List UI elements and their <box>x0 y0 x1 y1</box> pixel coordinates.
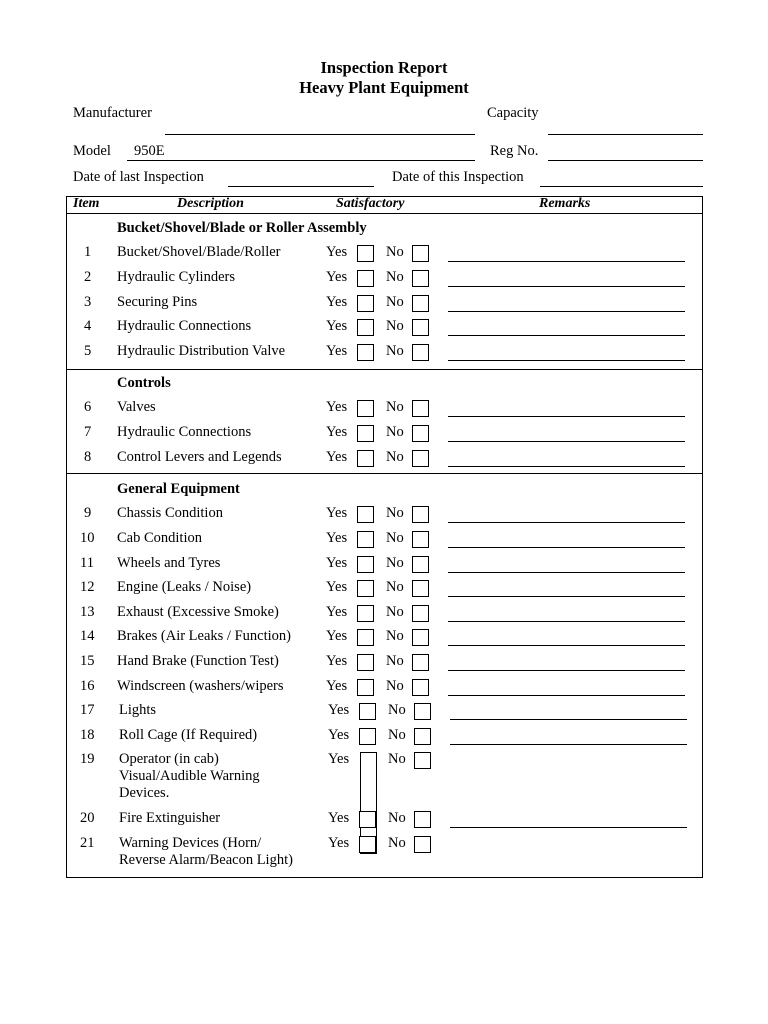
remarks-field[interactable] <box>448 335 685 336</box>
item-number: 13 <box>80 604 95 620</box>
item-description: Lights <box>119 702 157 718</box>
item-number: 18 <box>80 727 95 743</box>
yes-label: Yes <box>326 653 348 669</box>
yes-label: Yes <box>326 343 348 359</box>
item-description: Valves <box>117 399 156 415</box>
remarks-field[interactable] <box>450 719 687 720</box>
yes-checkbox[interactable] <box>357 556 374 573</box>
yes-checkbox[interactable] <box>357 450 374 467</box>
item-number: 7 <box>84 424 92 440</box>
item-description: Reverse Alarm/Beacon Light) <box>119 852 293 868</box>
remarks-field[interactable] <box>448 441 685 442</box>
item-description: Fire Extinguisher <box>119 810 221 826</box>
no-label: No <box>386 555 404 571</box>
yes-label: Yes <box>326 424 348 440</box>
yes-checkbox[interactable] <box>357 270 374 287</box>
item-number: 9 <box>84 505 92 521</box>
yes-checkbox[interactable] <box>357 425 374 442</box>
item-number: 6 <box>84 399 92 415</box>
yes-label: Yes <box>326 505 348 521</box>
remarks-field[interactable] <box>448 466 685 467</box>
model-label: Model <box>73 143 111 159</box>
col-header-description: Description <box>177 196 244 211</box>
model-value: 950E <box>134 143 165 159</box>
item-number: 10 <box>80 530 95 546</box>
no-label: No <box>386 294 404 310</box>
no-checkbox[interactable] <box>412 531 429 548</box>
no-label: No <box>386 244 404 260</box>
yes-label: Yes <box>326 579 348 595</box>
yes-label: Yes <box>326 244 348 260</box>
item-number: 15 <box>80 653 95 669</box>
item-description: Bucket/Shovel/Blade/Roller <box>117 244 281 260</box>
yes-checkbox[interactable] <box>359 811 376 828</box>
item-number: 8 <box>84 449 92 465</box>
model-field[interactable] <box>127 143 475 161</box>
remarks-field[interactable] <box>448 670 685 671</box>
no-checkbox[interactable] <box>412 506 429 523</box>
no-checkbox[interactable] <box>412 344 429 361</box>
no-label: No <box>386 505 404 521</box>
no-label: No <box>386 653 404 669</box>
item-description: Hydraulic Connections <box>117 318 252 334</box>
yes-checkbox[interactable] <box>357 295 374 312</box>
item-description: Exhaust (Excessive Smoke) <box>117 604 279 620</box>
yes-checkbox[interactable] <box>357 580 374 597</box>
no-checkbox[interactable] <box>414 703 431 720</box>
yes-checkbox[interactable] <box>359 836 376 853</box>
this-inspection-label: Date of this Inspection <box>392 169 524 185</box>
no-label: No <box>386 579 404 595</box>
last-inspection-field[interactable] <box>228 186 374 187</box>
no-checkbox[interactable] <box>412 679 429 696</box>
section-title-general: General Equipment <box>117 481 240 497</box>
item-description: Hydraulic Cylinders <box>117 269 235 285</box>
no-checkbox[interactable] <box>412 450 429 467</box>
item-description: Hydraulic Connections <box>117 424 252 440</box>
yes-checkbox[interactable] <box>357 319 374 336</box>
item-description: Brakes (Air Leaks / Function) <box>117 628 291 644</box>
no-label: No <box>386 318 404 334</box>
item-number: 1 <box>84 244 92 260</box>
remarks-field[interactable] <box>448 261 685 262</box>
yes-label: Yes <box>326 555 348 571</box>
no-checkbox[interactable] <box>414 728 431 745</box>
no-checkbox[interactable] <box>412 270 429 287</box>
yes-label: Yes <box>328 810 350 826</box>
remarks-field[interactable] <box>448 286 685 287</box>
manufacturer-field[interactable] <box>165 134 475 135</box>
remarks-field[interactable] <box>448 621 685 622</box>
yes-label: Yes <box>326 294 348 310</box>
no-checkbox[interactable] <box>412 400 429 417</box>
no-label: No <box>386 399 404 415</box>
item-number: 17 <box>80 702 95 718</box>
remarks-field[interactable] <box>448 311 685 312</box>
item-description: Roll Cage (If Required) <box>119 727 258 743</box>
yes-label: Yes <box>326 530 348 546</box>
yes-checkbox[interactable] <box>357 605 374 622</box>
no-label: No <box>386 678 404 694</box>
yes-checkbox[interactable] <box>359 703 376 720</box>
section-title-controls: Controls <box>117 375 171 391</box>
no-label: No <box>386 424 404 440</box>
item-number: 11 <box>80 555 94 571</box>
yes-label: Yes <box>326 269 348 285</box>
col-header-satisfactory: Satisfactory <box>336 196 405 211</box>
yes-checkbox[interactable] <box>359 728 376 745</box>
col-header-item: Item <box>73 196 100 211</box>
no-checkbox[interactable] <box>412 245 429 262</box>
item-description: Cab Condition <box>117 530 202 546</box>
last-inspection-label: Date of last Inspection <box>73 169 204 185</box>
yes-label: Yes <box>326 678 348 694</box>
no-label: No <box>388 727 406 743</box>
no-checkbox[interactable] <box>412 580 429 597</box>
item-description: Chassis Condition <box>117 505 223 521</box>
item-description: Control Levers and Legends <box>117 449 282 465</box>
yes-label: Yes <box>328 751 350 767</box>
remarks-field[interactable] <box>448 695 685 696</box>
yes-checkbox[interactable] <box>357 344 374 361</box>
no-checkbox[interactable] <box>414 752 431 769</box>
item-number: 3 <box>84 294 92 310</box>
no-label: No <box>388 835 406 851</box>
item-number: 4 <box>84 318 92 334</box>
remarks-field[interactable] <box>448 522 685 523</box>
remarks-field[interactable] <box>450 744 687 745</box>
yes-label: Yes <box>328 727 350 743</box>
yes-checkbox[interactable] <box>357 506 374 523</box>
yes-label: Yes <box>328 702 350 718</box>
item-number: 12 <box>80 579 95 595</box>
item-description: Engine (Leaks / Noise) <box>117 579 252 595</box>
yes-label: Yes <box>326 449 348 465</box>
reg-field[interactable] <box>548 160 703 161</box>
yes-checkbox[interactable] <box>357 654 374 671</box>
no-label: No <box>386 604 404 620</box>
item-description: Hand Brake (Function Test) <box>117 653 279 669</box>
item-description: Operator (in cab) <box>119 751 219 767</box>
remarks-field[interactable] <box>448 572 685 573</box>
report-subtitle: Heavy Plant Equipment <box>299 78 469 97</box>
yes-label: Yes <box>326 318 348 334</box>
remarks-field[interactable] <box>448 416 685 417</box>
item-description: Devices. <box>119 785 170 801</box>
no-label: No <box>388 810 406 826</box>
col-header-remarks: Remarks <box>539 196 591 211</box>
yes-label: Yes <box>326 604 348 620</box>
yes-label: Yes <box>326 628 348 644</box>
section-divider <box>66 473 703 474</box>
manufacturer-label: Manufacturer <box>73 105 152 121</box>
item-number: 16 <box>80 678 95 694</box>
item-description: Warning Devices (Horn/ <box>119 835 262 851</box>
item-description: Securing Pins <box>117 294 198 310</box>
no-label: No <box>388 751 406 767</box>
header-divider <box>66 213 703 214</box>
section-title-bucket: Bucket/Shovel/Blade or Roller Assembly <box>117 220 367 236</box>
no-checkbox[interactable] <box>412 425 429 442</box>
yes-label: Yes <box>328 835 350 851</box>
yes-checkbox[interactable] <box>357 629 374 646</box>
no-checkbox[interactable] <box>412 556 429 573</box>
yes-label: Yes <box>326 399 348 415</box>
item-number: 5 <box>84 343 92 359</box>
item-number: 21 <box>80 835 95 851</box>
item-number: 2 <box>84 269 92 285</box>
yes-checkbox[interactable] <box>357 245 374 262</box>
yes-checkbox[interactable] <box>357 679 374 696</box>
item-description: Visual/Audible Warning <box>119 768 260 784</box>
no-label: No <box>386 530 404 546</box>
remarks-field[interactable] <box>448 360 685 361</box>
yes-checkbox[interactable] <box>357 400 374 417</box>
no-label: No <box>388 702 406 718</box>
no-checkbox[interactable] <box>412 654 429 671</box>
item-number: 19 <box>80 751 95 767</box>
no-checkbox[interactable] <box>412 629 429 646</box>
no-checkbox[interactable] <box>414 836 431 853</box>
no-checkbox[interactable] <box>412 295 429 312</box>
remarks-field[interactable] <box>448 547 685 548</box>
report-title: Inspection Report <box>320 58 448 77</box>
no-label: No <box>386 628 404 644</box>
capacity-field[interactable] <box>548 134 703 135</box>
remarks-field[interactable] <box>448 596 685 597</box>
no-checkbox[interactable] <box>414 811 431 828</box>
item-number: 20 <box>80 810 95 826</box>
section-divider <box>66 369 703 370</box>
this-inspection-field[interactable] <box>540 186 703 187</box>
remarks-field[interactable] <box>448 645 685 646</box>
no-label: No <box>386 269 404 285</box>
reg-label: Reg No. <box>490 143 539 159</box>
remarks-field[interactable] <box>450 827 687 828</box>
item-description: Windscreen (washers/wipers <box>117 678 284 694</box>
no-checkbox[interactable] <box>412 319 429 336</box>
item-description: Wheels and Tyres <box>117 555 221 571</box>
no-label: No <box>386 449 404 465</box>
item-number: 14 <box>80 628 95 644</box>
no-checkbox[interactable] <box>412 605 429 622</box>
item-description: Hydraulic Distribution Valve <box>117 343 286 359</box>
no-label: No <box>386 343 404 359</box>
yes-checkbox[interactable] <box>357 531 374 548</box>
capacity-label: Capacity <box>487 105 539 121</box>
